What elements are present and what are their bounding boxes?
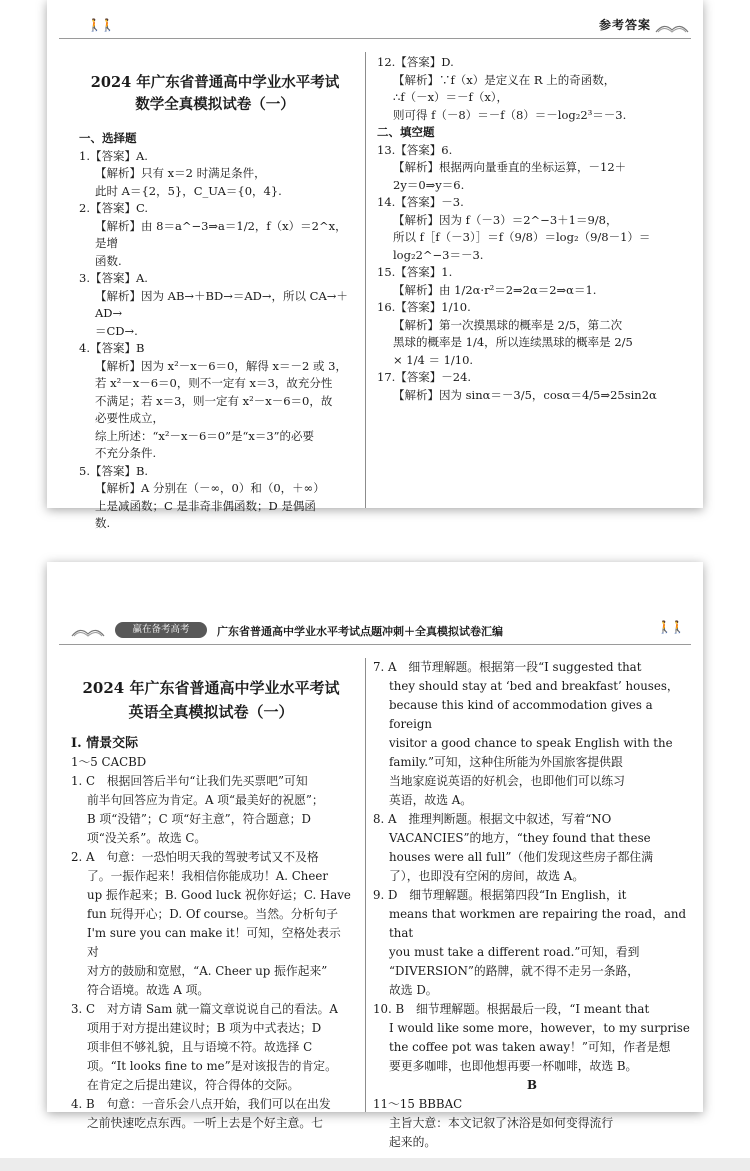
- answer-line: 3.【答案】A.: [79, 271, 148, 285]
- answer-line: B: [527, 1078, 537, 1092]
- answer-line: 对方的鼓励和宽慰，“A. Cheer up 振作起来”: [87, 964, 328, 978]
- answer-line: 主旨大意：本文记叙了沐浴是如何变得流行: [389, 1116, 614, 1130]
- answer-line: 4. B 句意：一音乐会八点开始，我们可以在出发: [71, 1097, 331, 1111]
- answer-page-math: [47, 0, 703, 530]
- answer-line: 若 x²－x－6＝0，则不一定有 x＝3，故充分性: [95, 376, 333, 390]
- answer-line: fun 玩得开心；D. Of course。当然。分析句子: [87, 907, 338, 921]
- answer-line: B 项“没错”；C 项“好主意”，符合题意；D: [87, 812, 311, 826]
- answer-line: ∴f（－x）＝－f（x），: [393, 90, 509, 104]
- answer-line: 项。“It looks fine to me”是对该报告的肯定。: [87, 1059, 337, 1073]
- answer-line: you must take a different road.”可知，看到: [389, 945, 640, 959]
- answer-line: 1～5 CACBD: [71, 755, 147, 769]
- answer-page-english: [47, 562, 703, 1149]
- answer-line: 【解析】第一次摸黑球的概率是 2/5，第二次: [393, 317, 623, 332]
- paper-title-line1: 2024 年广东省普通高中学业水平考试: [82, 679, 340, 697]
- header-title: 参考答案: [598, 18, 651, 32]
- answer-line: 5.【答案】B.: [79, 463, 149, 478]
- answer-line: 所以 f［f（－3）］＝f（9/8）＝log₂（9/8－1）＝: [393, 230, 651, 244]
- answer-line: 不充分条件.: [95, 446, 157, 460]
- answer-line: means that workmen are repairing the road，and that: [389, 907, 687, 940]
- answer-line: 项非但不够礼貌，且与语境不符。故选择 C: [87, 1040, 313, 1054]
- answer-line: ＝CD→.: [95, 323, 138, 338]
- answer-line: visitor a good chance to speak English with the: [389, 736, 673, 750]
- left-column: [79, 52, 351, 533]
- answer-line: 9. D 细节理解题。根据第四段“In English，it: [373, 888, 627, 902]
- page-header: [59, 12, 691, 39]
- answer-line: 8. A 推理判断题。根据文中叙述，写着“NO: [373, 812, 612, 826]
- answer-line: 【解析】因为 f（－3）＝2^−3＋1＝9/8，: [393, 212, 618, 227]
- answer-line: 二、填空题: [377, 125, 435, 139]
- right-column: [377, 54, 687, 404]
- answer-line: 综上所述：“x²－x－6＝0”是“x＝3”的必要: [95, 428, 315, 443]
- answer-line: VACANCIES”的地方，“they found that these: [389, 831, 651, 845]
- answer-line: 函数.: [95, 253, 122, 268]
- answer-line: 之前快速吃点东西。一听上去是个好主意。七: [87, 1116, 323, 1130]
- answer-line: log₂2^−3＝－3.: [393, 247, 484, 262]
- answer-line: 2y＝0⇒y＝6.: [393, 177, 465, 192]
- answer-line: 上是减函数；C 是非奇非偶函数；D 是偶函: [95, 498, 316, 513]
- answer-line: 12.【答案】D.: [377, 55, 454, 69]
- answer-line: they should stay at ‘bed and breakfast’ houses，: [389, 679, 679, 693]
- answer-line: 了），也即没有空闲的房间，故选 A。: [389, 869, 585, 883]
- answer-line: 7. A 细节理解题。根据第一段“I suggested that: [373, 660, 642, 674]
- answer-line: 2. A 句意：一恐怕明天我的驾驶考试又不及格: [71, 850, 319, 864]
- answer-line: 3. C 对方请 Sam 就一篇文章说说自己的看法。A: [71, 1002, 338, 1016]
- answer-line: 16.【答案】1/10.: [377, 300, 471, 314]
- answer-line: 英语，故选 A。: [389, 793, 473, 807]
- answer-line: I would like some more，however，to my surprise: [389, 1021, 690, 1035]
- right-column: [373, 658, 691, 1152]
- answer-line: 不满足；若 x＝3，则一定有 x²－x－6＝0，故: [95, 393, 333, 408]
- answer-line: 必要性成立，: [95, 411, 164, 425]
- answer-line: 黑球的概率是 1/4，所以连续黑球的概率是 2/5: [393, 335, 633, 349]
- header-title: 广东省普通高中学业水平考试点题冲刺＋全真模拟试卷汇编: [217, 625, 503, 638]
- answer-line: 当地家庭说英语的好机会，也即他们可以练习: [389, 774, 625, 788]
- answer-line: 数.: [95, 516, 111, 530]
- answer-line: 2.【答案】C.: [79, 201, 149, 215]
- answer-line: 【解析】由 8＝a^−3⇒a＝1/2，f（x）＝2^x，是增: [95, 218, 347, 250]
- answer-line: 11～15 BBBAC: [373, 1097, 463, 1111]
- answer-line: 【解析】因为 sinα＝－3/5，cosα＝4/5⇒25sin2α: [393, 387, 657, 402]
- people-figures-icon: 🚶🚶: [87, 18, 113, 32]
- section-heading: Ⅰ. 情景交际: [71, 736, 139, 751]
- answer-line: 【解析】由 1/2α·r²＝2⇒2α＝2⇒α＝1.: [393, 282, 597, 297]
- answer-line: up 振作起来；B. Good luck 祝你好运；C. Have: [87, 888, 351, 902]
- answer-line: the coffee pot was taken away！”可知，作者是想: [389, 1040, 671, 1054]
- bottom-band: [0, 1158, 750, 1171]
- answer-lines: [377, 54, 687, 404]
- answer-line: 此时 A＝{2，5}，C_UA＝{0，4}.: [95, 183, 282, 198]
- answer-line: × 1/4 ＝ 1/10.: [393, 352, 474, 367]
- section-heading: 一、选择题: [79, 131, 137, 145]
- answer-line: 前半句回答应为肯定。A 项“最美好的祝愿”；: [87, 793, 324, 807]
- answer-lines: [79, 148, 351, 533]
- answer-lines: [373, 658, 691, 1152]
- answer-line: 项“没关系”。故选 C。: [87, 831, 207, 845]
- answer-line: 15.【答案】1.: [377, 265, 453, 279]
- page-header: [59, 616, 691, 645]
- answer-line: houses were all full”（他们发现这些房子都住满: [389, 850, 654, 864]
- answer-line: 【解析】∵f（x）是定义在 R 上的奇函数，: [393, 72, 616, 87]
- answer-line: 故选 D。: [389, 983, 438, 997]
- answer-line: 【解析】A 分别在（－∞，0）和（0，＋∞）: [95, 481, 325, 495]
- answer-line: 10. B 细节理解题。根据最后一段，“I meant that: [373, 1002, 650, 1016]
- answer-line: 项用于对方提出建议时；B 项为中式表达；D: [87, 1021, 322, 1035]
- open-book-icon: [655, 20, 689, 34]
- answer-line: 【解析】只有 x＝2 时满足条件，: [95, 166, 266, 180]
- answer-line: 【解析】因为 AB→＋BD→＝AD→，所以 CA→＋AD→: [95, 288, 348, 320]
- answer-line: 1.【答案】A.: [79, 148, 148, 163]
- column-divider: [365, 658, 366, 1112]
- answer-line: I'm sure you can make it！可知，空格处表示对: [87, 926, 341, 959]
- answer-line: 【解析】因为 x²－x－6＝0，解得 x＝－2 或 3，: [95, 358, 347, 373]
- answer-line: “DIVERSION”的路牌，就不得不走另一条路，: [389, 964, 640, 978]
- paper-title-line1: 2024 年广东省普通高中学业水平考试: [90, 74, 340, 91]
- answer-line: 【解析】根据两向量垂直的坐标运算，－12＋: [393, 160, 627, 174]
- answer-line: 则可得 f（－8）＝－f（8）＝－log₂2³＝－3.: [393, 107, 627, 122]
- answer-line: 在肯定之后提出建议，符合得体的交际。: [87, 1078, 300, 1092]
- people-figures-icon: 🚶🚶: [657, 620, 683, 634]
- answer-line: because this kind of accommodation gives a foreign: [389, 698, 653, 731]
- left-column: [71, 658, 351, 1133]
- answer-line: 1. C 根据回答后半句“让我们先买票吧”可知: [71, 774, 308, 788]
- answer-lines: [71, 753, 351, 1133]
- paper-title-line2: 英语全真模拟试卷（一）: [128, 703, 294, 721]
- column-divider: [365, 52, 366, 508]
- answer-line: 起来的。: [389, 1135, 437, 1149]
- paper-title-line2: 数学全真模拟试卷（一）: [135, 96, 295, 113]
- open-book-icon: [71, 624, 105, 638]
- series-banner: 赢在备考高考: [115, 622, 207, 638]
- answer-line: 要更多咖啡，也即他想再要一杯咖啡，故选 B。: [389, 1059, 638, 1073]
- answer-line: 17.【答案】－24.: [377, 370, 472, 384]
- answer-line: 14.【答案】－3.: [377, 195, 464, 209]
- answer-line: 符合语境。故选 A 项。: [87, 983, 210, 997]
- answer-line: 13.【答案】6.: [377, 142, 453, 157]
- answer-line: 4.【答案】B: [79, 341, 145, 355]
- answer-line: 了。一振作起来！我相信你能成功！A. Cheer: [87, 869, 328, 883]
- answer-line: family.”可知，这种住所能为外国旅客提供跟: [389, 755, 623, 769]
